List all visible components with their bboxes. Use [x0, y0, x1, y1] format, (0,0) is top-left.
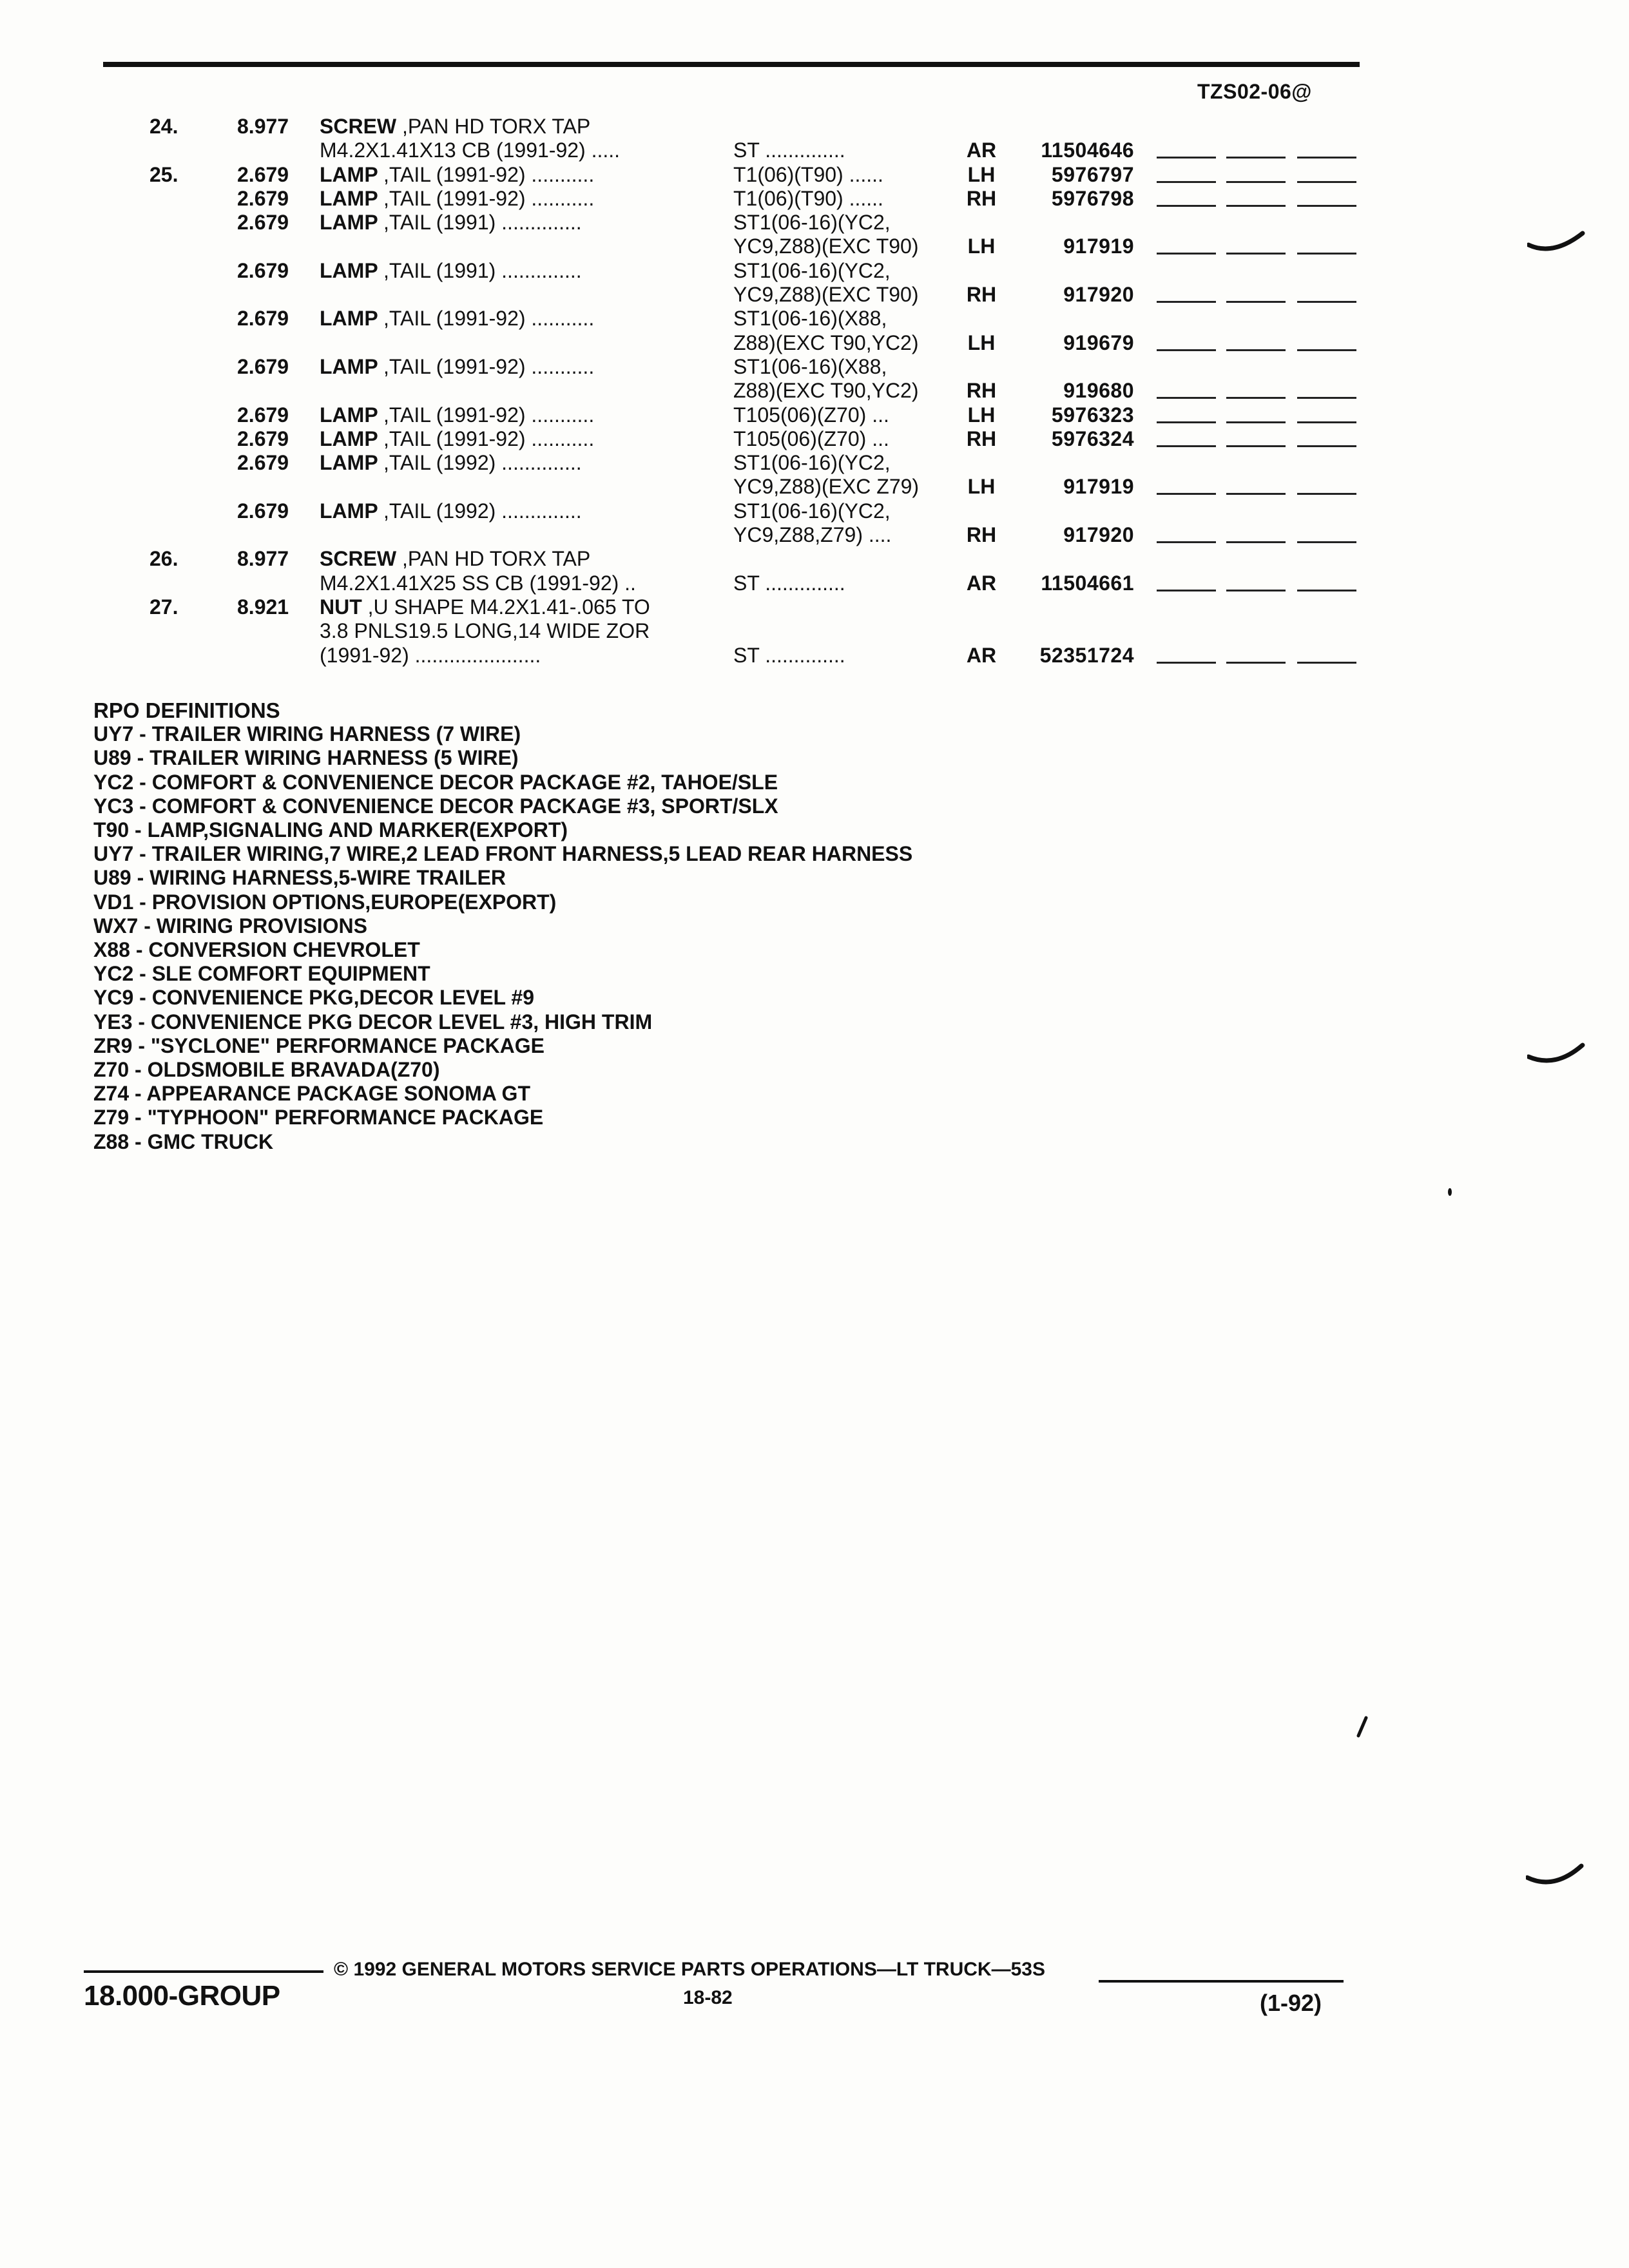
usage-qualifier: YC9,Z88)(EXC Z79) — [733, 475, 920, 499]
rpo-definition: YE3 - CONVENIENCE PKG DECOR LEVEL #3, HIGH TRIM — [93, 1010, 653, 1033]
part-name: LAMP — [320, 427, 378, 450]
usage-qualifier: Z88)(EXC T90,YC2) — [733, 379, 919, 403]
side-qty: RH — [966, 427, 997, 450]
parts-line — [0, 355, 1418, 379]
side-qty: AR — [966, 571, 997, 595]
entry-blank — [1297, 662, 1356, 664]
usage-qualifier: T105(06)(Z70) ... — [733, 427, 889, 450]
side-qty: RH — [966, 379, 997, 403]
part-description — [320, 427, 594, 451]
part-description — [320, 139, 620, 162]
parts-line — [0, 595, 1418, 619]
part-spec: ,TAIL (1991-92) ........... — [383, 186, 595, 210]
parts-line — [0, 523, 1418, 547]
entry-blank — [1157, 662, 1216, 664]
group-number: 2.679 — [237, 162, 289, 186]
group-number: 2.679 — [237, 307, 289, 331]
part-number: 5976798 — [1051, 186, 1134, 210]
usage-qualifier: YC9,Z88)(EXC T90) — [733, 235, 919, 258]
entry-blank — [1226, 253, 1286, 255]
part-description — [320, 451, 582, 475]
usage-qualifier: T105(06)(Z70) ... — [733, 403, 889, 427]
group-number: 2.679 — [237, 258, 289, 282]
part-name: LAMP — [320, 162, 378, 186]
group-number: 8.977 — [237, 547, 289, 571]
entry-blank — [1157, 445, 1216, 447]
group-number: 2.679 — [237, 211, 289, 235]
footer-rule-left — [84, 1970, 323, 1973]
entry-blank — [1226, 421, 1286, 423]
parts-line — [0, 475, 1418, 499]
entry-blanks — [1157, 590, 1356, 592]
margin-mark-2 — [1527, 1039, 1585, 1071]
entry-blank — [1157, 205, 1216, 207]
entry-blank — [1157, 301, 1216, 303]
usage-qualifier: ST1(06-16)(YC2, — [733, 499, 891, 523]
part-name: LAMP — [320, 186, 378, 210]
parts-line — [0, 187, 1418, 211]
usage-qualifier: YC9,Z88)(EXC T90) — [733, 283, 919, 307]
part-spec: ,TAIL (1991-92) ........... — [383, 403, 595, 427]
margin-mark-3 — [1526, 1861, 1584, 1893]
part-description — [320, 163, 594, 187]
entry-blanks — [1157, 662, 1356, 664]
group-number: 2.679 — [237, 354, 289, 378]
top-rule — [103, 62, 1360, 67]
footer-page-number: 18-82 — [683, 1987, 733, 2008]
side-qty: LH — [967, 162, 996, 186]
part-spec: M4.2X1.41X25 SS CB (1991-92) .. — [320, 571, 636, 595]
entry-blank — [1157, 181, 1216, 183]
rpo-definition: U89 - TRAILER WIRING HARNESS (5 WIRE) — [93, 746, 519, 770]
entry-blank — [1226, 493, 1286, 495]
part-number: 5976324 — [1051, 427, 1134, 450]
side-qty: AR — [966, 643, 997, 667]
part-spec: (1991-92) ...................... — [320, 643, 541, 667]
usage-qualifier: ST1(06-16)(YC2, — [733, 258, 891, 282]
part-description — [320, 499, 582, 523]
entry-blank — [1297, 541, 1356, 543]
parts-line — [0, 403, 1418, 427]
rpo-definition: ZR9 - "SYCLONE" PERFORMANCE PACKAGE — [93, 1033, 545, 1057]
entry-blank — [1226, 301, 1286, 303]
rpo-definition: VD1 - PROVISION OPTIONS,EUROPE(EXPORT) — [93, 890, 557, 914]
entry-blank — [1157, 541, 1216, 543]
entry-blank — [1226, 205, 1286, 207]
entry-blanks — [1157, 205, 1356, 207]
part-spec: ,TAIL (1991) .............. — [383, 211, 582, 235]
parts-line — [0, 427, 1418, 451]
entry-blank — [1297, 397, 1356, 399]
parts-line — [0, 307, 1418, 331]
side-qty: RH — [966, 523, 997, 547]
rpo-definition: Z88 - GMC TRUCK — [93, 1129, 274, 1153]
rpo-definition: Z74 - APPEARANCE PACKAGE SONOMA GT — [93, 1082, 530, 1106]
part-spec: ,U SHAPE M4.2X1.41-.065 TO — [367, 595, 650, 619]
entry-blank — [1297, 157, 1356, 159]
part-spec: M4.2X1.41X13 CB (1991-92) ..... — [320, 139, 621, 162]
entry-blanks — [1157, 181, 1356, 184]
part-description — [320, 619, 650, 643]
entry-blanks — [1157, 541, 1356, 544]
part-number: 919680 — [1063, 379, 1134, 403]
part-number: 11504646 — [1041, 139, 1134, 162]
entry-blank — [1226, 445, 1286, 447]
parts-line — [0, 211, 1418, 235]
part-spec: ,TAIL (1991) .............. — [383, 258, 582, 282]
part-description — [320, 572, 636, 595]
part-spec: ,TAIL (1991-92) ........... — [383, 162, 595, 186]
part-number: 917919 — [1063, 235, 1134, 258]
part-name: LAMP — [320, 499, 378, 523]
usage-qualifier: YC9,Z88,Z79) .... — [733, 523, 892, 547]
part-description — [320, 187, 594, 211]
rpo-definition: YC2 - COMFORT & CONVENIENCE DECOR PACKAGE #2, TAHOE/SLE — [93, 770, 778, 794]
part-name: LAMP — [320, 403, 378, 427]
entry-blank — [1157, 590, 1216, 591]
item-number: 25. — [149, 162, 178, 186]
entry-blank — [1157, 493, 1216, 495]
part-name: NUT — [320, 595, 362, 619]
item-number: 24. — [149, 115, 178, 138]
item-number: 26. — [149, 547, 178, 571]
part-description — [320, 403, 594, 427]
entry-blank — [1226, 397, 1286, 399]
rpo-definition: T90 - LAMP,SIGNALING AND MARKER(EXPORT) — [93, 818, 568, 842]
part-name: SCREW — [320, 115, 397, 138]
margin-mark-1 — [1527, 226, 1585, 258]
part-description — [320, 547, 590, 571]
side-qty: RH — [966, 186, 997, 210]
part-description — [320, 355, 594, 379]
item-number: 27. — [149, 595, 178, 619]
rpo-definition: Z70 - OLDSMOBILE BRAVADA(Z70) — [93, 1058, 440, 1082]
part-spec: ,TAIL (1992) .............. — [383, 499, 582, 523]
parts-line — [0, 283, 1418, 307]
entry-blank — [1226, 181, 1286, 183]
entry-blank — [1226, 157, 1286, 159]
usage-qualifier: T1(06)(T90) ...... — [733, 162, 883, 186]
usage-qualifier: Z88)(EXC T90,YC2) — [733, 331, 919, 354]
part-spec: ,TAIL (1991-92) ........... — [383, 307, 595, 331]
rpo-definition: YC3 - COMFORT & CONVENIENCE DECOR PACKAGE #3, SPORT/SLX — [93, 794, 778, 818]
usage-qualifier: ST .............. — [733, 571, 845, 595]
entry-blank — [1297, 421, 1356, 423]
parts-list — [0, 115, 1418, 668]
group-number: 8.921 — [237, 595, 289, 619]
parts-line — [0, 115, 1418, 139]
part-number: 52351724 — [1039, 643, 1134, 667]
part-number: 11504661 — [1041, 571, 1134, 595]
part-name: LAMP — [320, 451, 378, 475]
part-name: LAMP — [320, 211, 378, 235]
entry-blanks — [1157, 301, 1356, 303]
footer-copyright: © 1992 GENERAL MOTORS SERVICE PARTS OPERATIONS—LT TRUCK—53S — [334, 1959, 1045, 1980]
parts-line — [0, 379, 1418, 403]
usage-qualifier: ST1(06-16)(YC2, — [733, 211, 891, 235]
group-number: 2.679 — [237, 403, 289, 427]
part-number: 5976323 — [1051, 403, 1134, 427]
usage-qualifier: T1(06)(T90) ...... — [733, 186, 883, 210]
parts-line — [0, 451, 1418, 475]
entry-blank — [1157, 397, 1216, 399]
parts-line — [0, 259, 1418, 283]
part-description — [320, 595, 650, 619]
group-number: 2.679 — [237, 186, 289, 210]
usage-qualifier: ST .............. — [733, 139, 845, 162]
rpo-definition: U89 - WIRING HARNESS,5-WIRE TRAILER — [93, 866, 506, 890]
footer-group: 18.000-GROUP — [84, 1980, 280, 2012]
footer-rule-right — [1099, 1980, 1344, 1983]
part-description — [320, 259, 582, 283]
usage-qualifier: ST1(06-16)(X88, — [733, 307, 887, 331]
parts-line — [0, 499, 1418, 523]
entry-blank — [1297, 301, 1356, 303]
entry-blanks — [1157, 397, 1356, 399]
footer-date: (1-92) — [1260, 1990, 1322, 2016]
part-spec: ,PAN HD TORX TAP — [402, 115, 591, 138]
group-number: 2.679 — [237, 451, 289, 475]
part-number: 917920 — [1063, 283, 1134, 307]
side-qty: RH — [966, 283, 997, 307]
entry-blanks — [1157, 253, 1356, 255]
side-qty: AR — [966, 139, 997, 162]
part-spec: ,TAIL (1992) .............. — [383, 451, 582, 475]
part-number: 919679 — [1063, 331, 1134, 354]
parts-line — [0, 139, 1418, 162]
part-spec: 3.8 PNLS19.5 LONG,14 WIDE ZOR — [320, 619, 650, 643]
part-name: LAMP — [320, 354, 378, 378]
parts-line — [0, 572, 1418, 595]
entry-blanks — [1157, 493, 1356, 495]
parts-line — [0, 619, 1418, 643]
part-description — [320, 307, 594, 331]
entry-blank — [1297, 445, 1356, 447]
group-number: 2.679 — [237, 499, 289, 523]
entry-blank — [1157, 253, 1216, 255]
part-name: LAMP — [320, 307, 378, 331]
entry-blank — [1157, 157, 1216, 159]
rpo-heading: RPO DEFINITIONS — [93, 698, 280, 722]
side-qty: LH — [967, 475, 996, 499]
rpo-definitions — [93, 698, 912, 1154]
part-spec: ,TAIL (1991-92) ........... — [383, 427, 595, 450]
entry-blanks — [1157, 421, 1356, 424]
page-ref-code: TZS02-06@ — [1197, 80, 1312, 103]
entry-blank — [1297, 590, 1356, 591]
entry-blank — [1297, 253, 1356, 255]
part-spec: ,PAN HD TORX TAP — [402, 547, 591, 571]
entry-blank — [1226, 662, 1286, 664]
rpo-definition: WX7 - WIRING PROVISIONS — [93, 914, 367, 937]
side-qty: LH — [967, 235, 996, 258]
part-number: 917919 — [1063, 475, 1134, 499]
side-qty: LH — [967, 403, 996, 427]
part-name: LAMP — [320, 258, 378, 282]
part-description — [320, 211, 582, 235]
entry-blank — [1297, 349, 1356, 351]
usage-qualifier: ST1(06-16)(YC2, — [733, 451, 891, 475]
rpo-definition: UY7 - TRAILER WIRING,7 WIRE,2 LEAD FRONT HARNESS,5 LEAD REAR HARNESS — [93, 842, 913, 866]
entry-blank — [1157, 421, 1216, 423]
parts-line — [0, 235, 1418, 258]
entry-blank — [1226, 590, 1286, 591]
rpo-definition: X88 - CONVERSION CHEVROLET — [93, 938, 420, 962]
rpo-definition: YC2 - SLE COMFORT EQUIPMENT — [93, 962, 430, 986]
parts-line — [0, 331, 1418, 355]
entry-blank — [1226, 349, 1286, 351]
parts-line — [0, 163, 1418, 187]
side-qty: LH — [967, 331, 996, 354]
margin-dot — [1446, 1187, 1454, 1197]
entry-blank — [1297, 493, 1356, 495]
group-number: 2.679 — [237, 427, 289, 450]
rpo-definition: UY7 - TRAILER WIRING HARNESS (7 WIRE) — [93, 722, 521, 746]
entry-blanks — [1157, 445, 1356, 448]
part-description — [320, 644, 541, 668]
usage-qualifier: ST .............. — [733, 643, 845, 667]
entry-blank — [1157, 349, 1216, 351]
parts-line — [0, 644, 1418, 668]
rpo-definition: Z79 - "TYPHOON" PERFORMANCE PACKAGE — [93, 1106, 544, 1129]
margin-mark-4 — [1353, 1714, 1373, 1740]
group-number: 8.977 — [237, 115, 289, 138]
part-number: 5976797 — [1051, 162, 1134, 186]
part-name: SCREW — [320, 547, 397, 571]
usage-qualifier: ST1(06-16)(X88, — [733, 354, 887, 378]
entry-blanks — [1157, 349, 1356, 352]
entry-blank — [1297, 205, 1356, 207]
entry-blank — [1297, 181, 1356, 183]
part-description — [320, 115, 590, 139]
entry-blank — [1226, 541, 1286, 543]
parts-line — [0, 547, 1418, 571]
entry-blanks — [1157, 157, 1356, 159]
rpo-list — [93, 722, 912, 1154]
rpo-definition: YC9 - CONVENIENCE PKG,DECOR LEVEL #9 — [93, 986, 534, 1010]
part-spec: ,TAIL (1991-92) ........... — [383, 354, 595, 378]
part-number: 917920 — [1063, 523, 1134, 547]
